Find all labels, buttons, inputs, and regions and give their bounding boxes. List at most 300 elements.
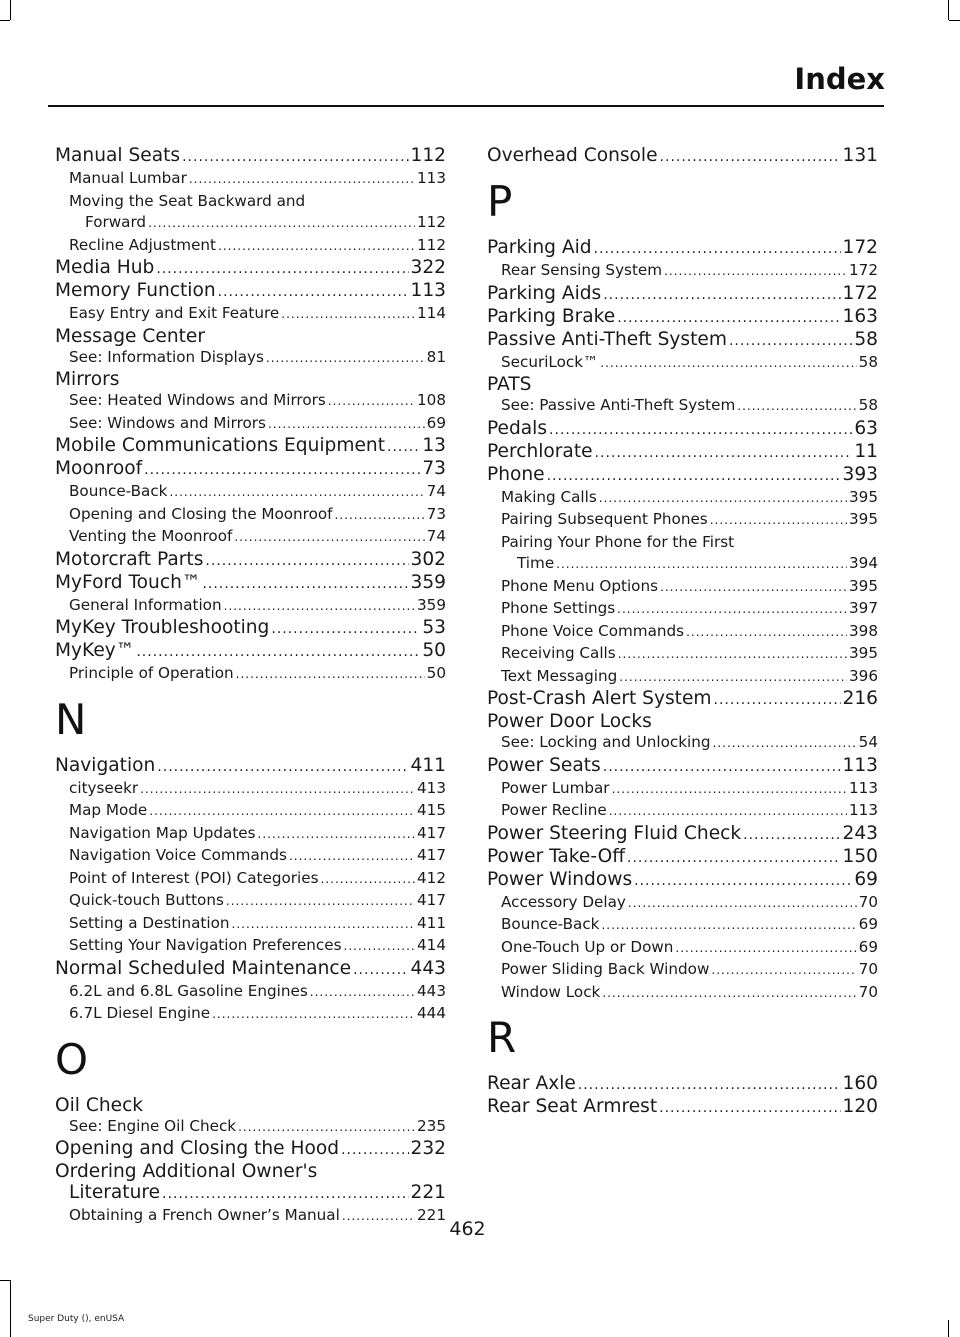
index-subentry[interactable] — [55, 595, 446, 618]
entry-page-number: 359 — [417, 595, 446, 614]
dot-leader — [600, 353, 856, 375]
section-letter: O — [55, 1034, 89, 1084]
index-subentry[interactable] — [487, 914, 878, 937]
index-subentry[interactable] — [487, 553, 878, 576]
index-subentry[interactable] — [55, 390, 446, 413]
dot-leader — [627, 848, 840, 869]
entry-page-number: 443 — [410, 957, 446, 979]
dot-leader — [218, 282, 409, 303]
entry-label: See: Windows and Mirrors — [69, 413, 266, 432]
entry-page-number: 113 — [849, 801, 878, 819]
index-entry[interactable] — [487, 1073, 878, 1096]
section-letter: N — [55, 694, 87, 744]
index-subentry[interactable] — [55, 526, 446, 549]
index-subentry[interactable] — [55, 168, 446, 191]
index-entry[interactable] — [487, 306, 878, 329]
entry-label: 6.7L Diesel Engine — [69, 1004, 211, 1022]
dot-leader — [602, 983, 856, 1005]
entry-page-number: 417 — [417, 846, 446, 864]
index-entry[interactable] — [55, 572, 446, 595]
dot-leader — [549, 420, 852, 441]
index-subentry[interactable] — [55, 981, 446, 1004]
entry-label: Setting Your Navigation Preferences — [69, 936, 342, 954]
dot-leader — [218, 236, 415, 258]
index-subentry[interactable] — [55, 413, 446, 436]
entry-label: Phone Voice Commands — [501, 621, 685, 640]
index-subentry[interactable] — [487, 509, 878, 532]
dot-leader — [556, 554, 847, 576]
entry-page-number: 396 — [849, 666, 878, 685]
index-entry[interactable] — [55, 458, 446, 481]
index-subentry[interactable] — [487, 576, 878, 599]
entry-page-number: 70 — [858, 982, 878, 1001]
index-entry[interactable] — [487, 846, 878, 869]
dot-leader — [612, 779, 847, 801]
entry-page-number: 395 — [849, 644, 878, 662]
index-entry[interactable] — [55, 1138, 446, 1161]
entry-page-number: 113 — [417, 169, 446, 187]
entry-page-number: 70 — [858, 960, 878, 978]
index-entry[interactable] — [55, 257, 446, 280]
dot-leader — [140, 779, 415, 801]
entry-page-number: 417 — [417, 823, 446, 842]
entry-page-number: 232 — [410, 1138, 446, 1159]
dot-leader — [226, 891, 415, 913]
entry-page-number: 172 — [849, 261, 878, 279]
index-subentry[interactable] — [55, 481, 446, 504]
index-entry[interactable] — [487, 329, 878, 352]
index-heading: Oil Check — [55, 1094, 144, 1116]
entry-label: See: Passive Anti-Theft System — [501, 396, 736, 414]
index-subentry[interactable] — [487, 598, 878, 621]
entry-label: Phone Settings — [501, 599, 616, 617]
entry-page-number: 163 — [842, 305, 878, 327]
dot-leader — [189, 169, 415, 191]
entry-label: Manual Seats — [55, 145, 181, 166]
entry-label: Perchlorate — [487, 440, 593, 462]
dot-leader — [617, 308, 840, 329]
entry-page-number: 393 — [842, 463, 878, 485]
entry-page-number: 414 — [417, 936, 446, 954]
dot-leader — [148, 213, 415, 235]
entry-page-number: 74 — [426, 527, 446, 545]
entry-label: Opening and Closing the Moonroof — [69, 504, 333, 523]
dot-leader — [660, 577, 847, 599]
entry-label: 6.2L and 6.8L Gasoline Engines — [69, 981, 308, 1000]
page-title: Index — [794, 62, 885, 96]
index-subentry[interactable] — [487, 621, 878, 644]
index-entry[interactable] — [55, 435, 446, 458]
entry-label: Quick-touch Buttons — [69, 891, 224, 909]
entry-label: Bounce-Back — [69, 482, 168, 500]
index-subentry[interactable] — [55, 504, 446, 527]
entry-label: Time — [517, 554, 555, 572]
entry-label: Accessory Delay — [501, 892, 626, 911]
dot-leader — [729, 331, 852, 352]
entry-page-number: 397 — [849, 599, 878, 617]
index-subentry[interactable] — [487, 778, 878, 801]
index-entry[interactable] — [487, 145, 878, 168]
entry-page-number: 398 — [849, 621, 878, 640]
entry-page-number: 73 — [426, 504, 446, 523]
index-subentry[interactable] — [55, 303, 446, 326]
index-entry[interactable] — [55, 145, 446, 168]
page-number: 462 — [449, 1218, 486, 1240]
dot-leader — [599, 488, 847, 510]
entry-page-number: 395 — [849, 510, 878, 528]
entry-label: Parking Aid — [487, 237, 592, 258]
index-subentry[interactable] — [55, 823, 446, 846]
index-subentry[interactable] — [487, 800, 878, 823]
entry-page-number: 322 — [410, 257, 446, 278]
dot-leader — [202, 574, 408, 595]
entry-page-number: 172 — [842, 282, 878, 304]
entry-page-number: 112 — [417, 213, 446, 231]
entry-page-number: 58 — [854, 328, 878, 350]
index-column-left — [55, 145, 446, 1228]
index-subentry[interactable] — [487, 732, 878, 755]
dot-leader — [344, 936, 415, 958]
index-entry[interactable] — [55, 280, 446, 303]
dot-leader — [310, 982, 415, 1004]
entry-label: Power Windows — [487, 868, 633, 890]
dot-leader — [619, 667, 847, 689]
entry-label: Memory Function — [55, 280, 216, 301]
entry-label: One-Touch Up or Down — [501, 937, 674, 956]
index-entry[interactable] — [55, 617, 446, 640]
entry-label: Navigation Voice Commands — [69, 846, 287, 864]
entry-page-number: 235 — [417, 1116, 446, 1135]
dot-leader — [578, 1075, 841, 1096]
index-subentry[interactable] — [487, 643, 878, 666]
entry-page-number: 13 — [422, 435, 446, 456]
index-entry[interactable] — [487, 237, 878, 260]
entry-label: Power Sliding Back Window — [501, 960, 710, 978]
index-entry[interactable] — [487, 283, 878, 306]
index-entry-label-line: Ordering Additional Owner's — [55, 1161, 318, 1182]
entry-page-number: 359 — [410, 571, 446, 593]
dot-leader — [603, 757, 841, 778]
entry-label: Power Steering Fluid Check — [487, 822, 742, 844]
dot-leader — [675, 938, 856, 960]
dot-leader — [321, 869, 416, 891]
index-entry[interactable] — [487, 869, 878, 892]
dot-leader — [664, 261, 847, 283]
dot-leader — [743, 825, 840, 846]
dot-leader — [603, 285, 840, 306]
dot-leader — [234, 527, 424, 549]
index-subentry[interactable] — [487, 260, 878, 283]
entry-label: See: Engine Oil Check — [69, 1116, 237, 1135]
index-subentry[interactable] — [487, 487, 878, 510]
dot-leader — [156, 259, 408, 280]
entry-label: Passive Anti-Theft System — [487, 328, 727, 350]
entry-page-number: 444 — [417, 1004, 446, 1022]
index-entry[interactable] — [487, 1096, 878, 1119]
dot-leader — [609, 801, 847, 823]
entry-label: Pairing Subsequent Phones — [501, 510, 708, 528]
index-heading: Message Center — [55, 325, 205, 347]
entry-page-number: 221 — [410, 1182, 446, 1203]
dot-leader — [271, 619, 420, 640]
index-entry[interactable] — [55, 755, 446, 778]
entry-label: Parking Aids — [487, 282, 602, 304]
entry-label: Bounce-Back — [501, 915, 600, 933]
index-subentry[interactable] — [487, 395, 878, 418]
entry-label: Pedals — [487, 417, 548, 439]
entry-label: Power Take-Off — [487, 845, 626, 867]
entry-page-number: 74 — [426, 482, 446, 500]
entry-page-number: 120 — [842, 1096, 878, 1117]
entry-page-number: 69 — [854, 868, 878, 890]
entry-page-number: 411 — [410, 754, 446, 776]
dot-leader — [205, 551, 408, 572]
entry-label: SecuriLock™ — [501, 352, 599, 371]
entry-page-number: 411 — [417, 913, 446, 932]
crop-mark — [949, 20, 960, 21]
entry-label: Rear Sensing System — [501, 261, 663, 279]
crop-mark — [948, 1320, 949, 1337]
crop-mark — [10, 0, 11, 20]
entry-page-number: 58 — [858, 352, 878, 371]
entry-page-number: 417 — [417, 891, 446, 909]
entry-label: Literature — [69, 1182, 161, 1203]
entry-page-number: 413 — [417, 778, 446, 797]
index-entry[interactable] — [487, 755, 878, 778]
entry-page-number: 243 — [842, 822, 878, 844]
index-subentry[interactable] — [487, 982, 878, 1005]
entry-label: Map Mode — [69, 801, 148, 819]
entry-label: Opening and Closing the Hood — [55, 1138, 340, 1159]
dot-leader — [266, 348, 425, 370]
entry-page-number: 412 — [417, 868, 446, 887]
entry-label: Text Messaging — [501, 666, 618, 685]
entry-page-number: 131 — [842, 145, 878, 166]
index-subentry[interactable] — [55, 800, 446, 823]
index-heading: Power Door Locks — [487, 711, 652, 732]
index-subentry[interactable] — [55, 845, 446, 868]
dot-leader — [232, 914, 416, 936]
entry-label: Forward — [85, 213, 147, 231]
dot-leader — [341, 1140, 408, 1161]
entry-label: Media Hub — [55, 257, 155, 278]
entry-page-number: 395 — [849, 576, 878, 595]
index-subentry[interactable] — [55, 235, 446, 258]
index-entry[interactable] — [55, 958, 446, 981]
entry-label: Power Seats — [487, 754, 601, 776]
entry-label: MyKey Troubleshooting — [55, 617, 270, 638]
entry-page-number: 81 — [426, 347, 446, 366]
entry-page-number: 113 — [410, 280, 446, 301]
crop-mark — [0, 1280, 10, 1281]
dot-leader — [328, 391, 415, 413]
dot-leader — [289, 846, 415, 868]
entry-label: Manual Lumbar — [69, 169, 187, 187]
index-subentry[interactable] — [55, 347, 446, 370]
entry-label: General Information — [69, 595, 222, 614]
entry-page-number: 216 — [842, 688, 878, 709]
entry-label: MyFord Touch™ — [55, 571, 201, 593]
entry-page-number: 114 — [417, 304, 446, 322]
dot-leader — [182, 147, 408, 168]
entry-label: Power Lumbar — [501, 778, 610, 797]
entry-label: MyKey™ — [55, 640, 135, 661]
dot-leader — [157, 757, 408, 778]
entry-label: Principle of Operation — [69, 664, 234, 682]
dot-leader — [618, 644, 847, 666]
entry-page-number: 54 — [858, 733, 878, 751]
crop-mark — [10, 1280, 11, 1337]
index-entry[interactable] — [487, 688, 878, 711]
index-entry[interactable] — [487, 418, 878, 441]
dot-leader — [335, 505, 425, 527]
entry-page-number: 394 — [849, 554, 878, 572]
section-letter: R — [487, 1013, 517, 1062]
entry-label: Point of Interest (POI) Categories — [69, 868, 319, 887]
section-letter: P — [487, 177, 513, 226]
entry-label: See: Information Displays — [69, 347, 264, 366]
dot-leader — [634, 871, 852, 892]
entry-label: Phone Menu Options — [501, 576, 658, 595]
entry-page-number: 395 — [849, 487, 878, 506]
dot-leader — [236, 664, 425, 686]
dot-leader — [601, 915, 856, 937]
entry-page-number: 69 — [858, 937, 878, 956]
index-subentry[interactable] — [55, 890, 446, 913]
index-heading: PATS — [487, 374, 532, 395]
entry-page-number: 50 — [426, 664, 446, 682]
entry-label: cityseekr — [69, 778, 139, 797]
entry-page-number: 69 — [858, 915, 878, 933]
entry-label: Navigation — [55, 754, 156, 776]
index-subentry[interactable] — [55, 1116, 446, 1139]
entry-page-number: 415 — [417, 801, 446, 819]
dot-leader — [710, 510, 847, 532]
entry-label: Phone — [487, 463, 545, 485]
dot-leader — [711, 960, 856, 982]
dot-leader — [212, 1004, 415, 1026]
index-column-right — [487, 145, 878, 1119]
dot-leader — [224, 596, 415, 618]
entry-page-number: 50 — [422, 640, 446, 661]
index-entry[interactable] — [55, 1182, 446, 1205]
dot-leader — [387, 437, 420, 458]
index-subentry[interactable] — [487, 666, 878, 689]
index-subentry[interactable] — [487, 959, 878, 982]
title-divider — [48, 105, 884, 107]
dot-leader — [660, 147, 841, 168]
index-entry[interactable] — [55, 640, 446, 663]
entry-label: Making Calls — [501, 487, 597, 506]
dot-leader — [144, 460, 420, 481]
index-entry[interactable] — [487, 441, 878, 464]
dot-leader — [149, 801, 415, 823]
entry-page-number: 73 — [422, 458, 446, 479]
entry-page-number: 70 — [858, 892, 878, 911]
index-entry-label-line: Moving the Seat Backward and — [69, 191, 306, 210]
dot-leader — [268, 414, 425, 436]
dot-leader — [737, 396, 856, 418]
entry-page-number: 69 — [426, 413, 446, 432]
index-entry[interactable] — [55, 549, 446, 572]
entry-page-number: 108 — [417, 391, 446, 409]
dot-leader — [628, 893, 857, 915]
index-entry[interactable] — [487, 464, 878, 487]
entry-label: Rear Axle — [487, 1073, 576, 1094]
dot-leader — [238, 1117, 415, 1139]
entry-label: Parking Brake — [487, 305, 616, 327]
dot-leader — [686, 622, 847, 644]
entry-page-number: 160 — [842, 1073, 878, 1094]
entry-page-number: 172 — [842, 237, 878, 258]
index-subentry[interactable] — [55, 663, 446, 686]
entry-page-number: 112 — [410, 145, 446, 166]
entry-label: Window Lock — [501, 982, 601, 1001]
index-subentry[interactable] — [55, 935, 446, 958]
dot-leader — [595, 443, 853, 464]
entry-page-number: 53 — [422, 617, 446, 638]
index-entry-label-line: Pairing Your Phone for the First — [501, 532, 735, 551]
index-subentry[interactable] — [487, 937, 878, 960]
entry-page-number: 113 — [842, 754, 878, 776]
dot-leader — [353, 960, 408, 981]
entry-label: Normal Scheduled Maintenance — [55, 957, 352, 979]
entry-page-number: 302 — [410, 548, 446, 570]
dot-leader — [547, 466, 841, 487]
dot-leader — [714, 690, 841, 711]
index-subentry[interactable] — [55, 913, 446, 936]
footer-text: Super Duty (), enUSA — [28, 1314, 125, 1324]
entry-label: Mobile Communications Equipment — [55, 435, 385, 456]
entry-page-number: 11 — [854, 440, 878, 462]
index-subentry[interactable] — [487, 352, 878, 375]
dot-leader — [162, 1184, 408, 1205]
entry-page-number: 221 — [417, 1206, 446, 1224]
index-subentry[interactable] — [55, 1003, 446, 1026]
crop-mark — [948, 0, 949, 20]
entry-label: Overhead Console — [487, 145, 658, 166]
dot-leader — [713, 733, 857, 755]
index-subentry[interactable] — [55, 212, 446, 235]
entry-page-number: 443 — [417, 981, 446, 1000]
entry-label: Setting a Destination — [69, 913, 230, 932]
entry-label: Rear Seat Armrest — [487, 1096, 658, 1117]
entry-label: See: Locking and Unlocking — [501, 733, 711, 751]
entry-page-number: 113 — [849, 778, 878, 797]
index-entry[interactable] — [487, 823, 878, 846]
entry-label: Obtaining a French Owner’s Manual — [69, 1206, 340, 1224]
index-heading: Mirrors — [55, 369, 120, 390]
entry-label: Venting the Moonroof — [69, 527, 233, 545]
index-subentry[interactable] — [487, 892, 878, 915]
dot-leader — [659, 1098, 840, 1119]
entry-label: Motorcraft Parts — [55, 548, 204, 570]
entry-label: Moonroof — [55, 458, 143, 479]
index-subentry[interactable] — [55, 778, 446, 801]
entry-label: Post-Crash Alert System — [487, 688, 712, 709]
dot-leader — [281, 304, 415, 326]
entry-page-number: 150 — [842, 845, 878, 867]
entry-label: Power Recline — [501, 801, 607, 819]
entry-page-number: 112 — [417, 235, 446, 254]
dot-leader — [136, 642, 420, 663]
entry-page-number: 58 — [858, 396, 878, 414]
dot-leader — [617, 599, 847, 621]
index-subentry[interactable] — [55, 868, 446, 891]
entry-page-number: 63 — [854, 417, 878, 439]
dot-leader — [169, 482, 424, 504]
entry-label: Navigation Map Updates — [69, 823, 256, 842]
